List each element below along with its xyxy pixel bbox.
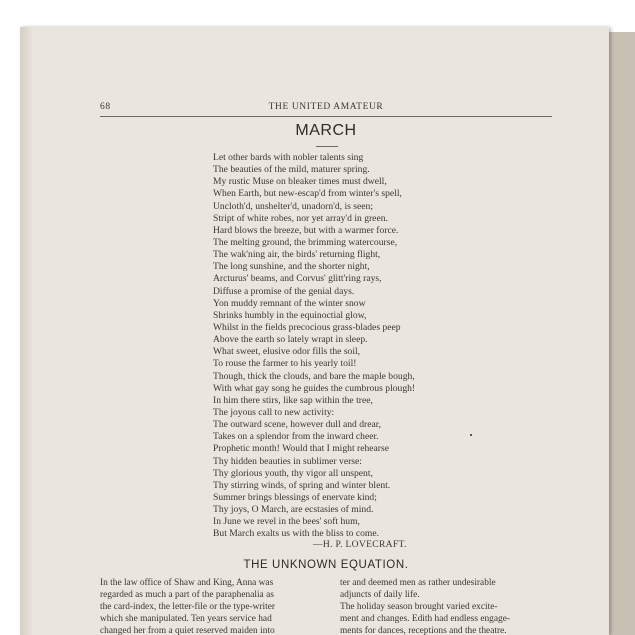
poem-line: Uncloth'd, unshelter'd, unadorn'd, is seen; [213, 200, 373, 212]
poem-line: Takes on a splendor from the inward cheer. [213, 431, 379, 443]
poem-line: The long sunshine, and the shorter night, [213, 261, 370, 273]
page-number: 68 [100, 102, 111, 112]
poem-line: What sweet, elusive odor fills the soil, [213, 346, 361, 358]
poem-line: Above the earth so lately wrapt in sleep. [213, 334, 368, 346]
poem-line: With what gay song he guides the cumbrous plough! [213, 382, 416, 394]
poem-line: Thy stirring winds, of spring and winter blent. [213, 479, 391, 491]
poem-line: Thy glorious youth, thy vigor all unspent, [213, 467, 373, 479]
poem-body [213, 152, 513, 541]
poem-line: In him there stirs, like sap within the tree, [213, 394, 373, 406]
story-line: In the law office of Shaw and King, Anna was [100, 578, 274, 588]
poem-signature: —H. P. LOVECRAFT. [313, 539, 407, 550]
poem-title: MARCH [295, 122, 357, 139]
poem-line: The wak'ning air, the birds' returning flight, [213, 249, 381, 261]
poem-line: Let other bards with nobler talents sing [213, 152, 364, 163]
poem-line: The beauties of the mild, maturer spring. [213, 164, 370, 176]
poem-line: Whilst in the fields precocious grass-blades peep [213, 321, 401, 333]
ink-speck [470, 434, 472, 436]
poem-line: Hard blows the breeze, but with a warmer force. [213, 224, 399, 236]
poem-line: To rouse the farmer to his yearly toil! [213, 358, 357, 370]
poem-line: But March exalts us with the bliss to come. [213, 528, 380, 540]
poem-line: Summer brings blessings of enervate kind; [213, 491, 377, 503]
poem-line: When Earth, but new-escap'd from winter's spell, [213, 188, 402, 200]
story-line: ments for dances, receptions and the theatre. [340, 626, 507, 635]
story-line: changed her from a quiet reserved maiden into [100, 626, 275, 635]
title-rule [316, 146, 338, 147]
story-line: The holiday season brought varied excite- [340, 602, 498, 612]
story-line: which she manipulated. Ten years service had [100, 614, 272, 624]
poem-line: Though, thick the clouds, and bare the maple bough, [213, 370, 415, 382]
poem-line: Yon muddy remnant of the winter snow [213, 297, 366, 309]
header-rule [100, 116, 552, 117]
book-page [20, 27, 609, 635]
poem-line: Thy joys, O March, are ecstasies of mind. [213, 504, 374, 516]
journal-title: THE UNITED AMATEUR [268, 102, 384, 112]
poem-line: Shrinks humbly in the equinoctial glow, [213, 309, 367, 321]
story-column-left [100, 577, 316, 635]
running-head [100, 102, 552, 114]
story-line: adjuncts of daily life. [340, 590, 420, 600]
poem-line: The melting ground, the brimming watercourse, [213, 236, 398, 248]
story-column-right [340, 577, 556, 635]
story-line: ter and deemed men as rather undesirable [340, 578, 496, 588]
poem-line: Stript of white robes, nor yet array'd in green. [213, 212, 388, 224]
story-line: ment and changes. Edith had endless engage- [340, 614, 510, 624]
poem-line: Prophetic month! Would that I might rehearse [213, 443, 389, 455]
poem-line: In June we revel in the bees' soft hum, [213, 516, 360, 528]
poem-line: The joyous call to new activity: [213, 406, 335, 418]
poem-line: Thy hidden beauties in sublimer verse: [213, 455, 362, 467]
poem-line: My rustic Muse on bleaker times must dwell, [213, 176, 387, 188]
poem-line: Arcturus' beams, and Corvus' glitt'ring rays, [213, 273, 382, 285]
poem-line: The outward scene, however dull and drear, [213, 419, 381, 431]
poem-line: Diffuse a promise of the genial days. [213, 285, 355, 297]
page-content [20, 27, 609, 635]
story-line: the card-index, the letter-file or the type-writer [100, 602, 275, 612]
story-title: THE UNKNOWN EQUATION. [243, 559, 409, 571]
story-line: regarded as much a part of the paraphenalia as [100, 590, 274, 600]
